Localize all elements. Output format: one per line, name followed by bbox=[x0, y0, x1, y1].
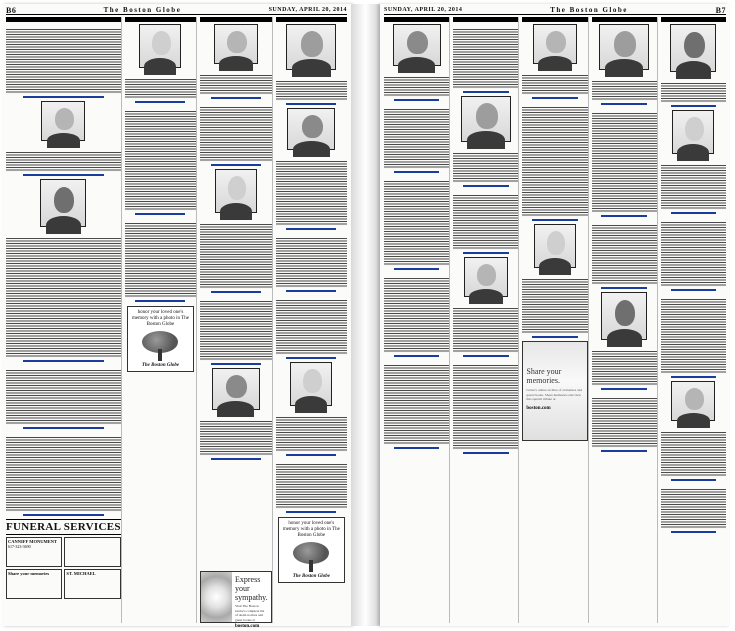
right-masthead: The Boston Globe bbox=[550, 6, 628, 14]
obituary-text-block bbox=[6, 29, 121, 94]
obituary-entry bbox=[6, 365, 121, 429]
obituary-portrait-photo bbox=[214, 24, 258, 64]
tree-illustration bbox=[138, 331, 182, 361]
obituary-text-block bbox=[384, 181, 449, 266]
left-page-date: SUNDAY, APRIL 20, 2014 bbox=[268, 7, 347, 13]
globe-logo: The Boston Globe bbox=[292, 574, 330, 579]
guestbook-link[interactable] bbox=[394, 99, 440, 101]
obituary-text-block bbox=[384, 109, 449, 169]
left-page-columns bbox=[6, 17, 347, 629]
obituary-entry bbox=[592, 108, 657, 217]
obituary-text-block bbox=[276, 417, 347, 452]
guestbook-link[interactable] bbox=[601, 388, 647, 390]
obituary-text-block bbox=[276, 161, 347, 226]
obituary-text-block bbox=[276, 238, 347, 288]
obituary-text-block bbox=[661, 489, 726, 529]
obituary-portrait-photo bbox=[139, 24, 181, 68]
ad-memory-text: honor your loved one's memory with a photo in The Boston Globe bbox=[282, 521, 340, 538]
portrait-face bbox=[546, 31, 565, 53]
portrait-shoulders bbox=[292, 59, 330, 77]
obituary-text-block bbox=[453, 365, 518, 450]
obituary-portrait-photo bbox=[212, 368, 260, 410]
obituary-entry bbox=[276, 295, 347, 359]
guestbook-link[interactable] bbox=[286, 511, 336, 513]
obituary-portrait-photo bbox=[534, 224, 576, 268]
obituary-portrait-photo bbox=[671, 381, 715, 421]
obituary-entry bbox=[453, 360, 518, 454]
guestbook-link[interactable] bbox=[601, 450, 647, 452]
column-header-bar bbox=[592, 17, 657, 22]
portrait-face bbox=[685, 117, 703, 141]
column-header-bar bbox=[453, 17, 518, 22]
obituary-entry bbox=[276, 362, 347, 456]
portrait-shoulders bbox=[217, 401, 254, 417]
guestbook-link[interactable] bbox=[601, 103, 647, 105]
portrait-shoulders bbox=[144, 58, 176, 75]
obituary-entry bbox=[125, 24, 196, 103]
portrait-shoulders bbox=[47, 133, 81, 148]
obituary-entry bbox=[6, 24, 121, 98]
memory-photo-ad[interactable] bbox=[127, 306, 194, 372]
obituary-entry bbox=[453, 190, 518, 254]
obituary-text-block bbox=[384, 77, 449, 97]
obituary-portrait-photo bbox=[670, 24, 716, 72]
portrait-shoulders bbox=[605, 59, 643, 77]
obituary-text-block bbox=[661, 83, 726, 103]
guestbook-link[interactable] bbox=[463, 91, 509, 93]
obituary-portrait-photo bbox=[290, 362, 332, 406]
portrait-shoulders bbox=[219, 56, 253, 71]
portrait-shoulders bbox=[46, 216, 81, 234]
ad-memory-text: honor your loved one's memory with a photo in The Boston Globe bbox=[131, 310, 189, 327]
obituary-text-block bbox=[453, 308, 518, 353]
obituary-text-block bbox=[661, 299, 726, 374]
guestbook-link[interactable] bbox=[532, 336, 578, 338]
sympathy-text: Visit The Boston Globe's complete list of death notices and guest books at bbox=[235, 604, 265, 622]
portrait-face bbox=[303, 369, 321, 393]
obituary-text-block bbox=[661, 222, 726, 287]
portrait-shoulders bbox=[538, 56, 572, 71]
portrait-shoulders bbox=[398, 57, 435, 73]
guestbook-link[interactable] bbox=[463, 185, 509, 187]
portrait-face bbox=[477, 264, 496, 286]
obituary-entry bbox=[592, 393, 657, 452]
column-header-bar bbox=[125, 17, 196, 22]
portrait-face bbox=[228, 176, 246, 200]
portrait-face bbox=[614, 31, 636, 56]
portrait-shoulders bbox=[607, 329, 642, 347]
guestbook-link[interactable] bbox=[23, 174, 103, 176]
guestbook-link[interactable] bbox=[286, 103, 336, 105]
column-header-bar bbox=[6, 17, 121, 22]
obituary-column bbox=[592, 17, 658, 623]
funeral-service-ad[interactable] bbox=[6, 537, 62, 567]
obituary-entry bbox=[276, 233, 347, 292]
obituary-text-block bbox=[200, 75, 271, 95]
tree-trunk bbox=[309, 560, 313, 572]
portrait-shoulders bbox=[293, 141, 330, 157]
obituary-text-block bbox=[200, 301, 271, 361]
guestbook-link[interactable] bbox=[135, 300, 185, 302]
guestbook-link[interactable] bbox=[23, 427, 103, 429]
obituary-text-block bbox=[276, 464, 347, 509]
guestbook-link[interactable] bbox=[671, 531, 717, 533]
globe-logo: The Boston Globe bbox=[141, 363, 180, 368]
page-gutter bbox=[351, 4, 380, 626]
funeral-services-grid bbox=[6, 537, 121, 599]
obituary-portrait-photo bbox=[461, 96, 511, 142]
obituary-portrait-photo bbox=[40, 179, 86, 227]
obituary-column bbox=[276, 17, 347, 623]
obituary-text-block bbox=[661, 165, 726, 210]
portrait-face bbox=[547, 231, 565, 255]
guestbook-link[interactable] bbox=[211, 291, 261, 293]
obituary-portrait-photo bbox=[533, 24, 577, 64]
funeral-services-header: FUNERAL SERVICES bbox=[6, 521, 121, 533]
obituary-text-block bbox=[200, 224, 271, 289]
obituary-column bbox=[453, 17, 519, 623]
obituary-text-block bbox=[276, 300, 347, 355]
obituary-column bbox=[661, 17, 726, 623]
column-header-bar bbox=[522, 17, 587, 22]
portrait-shoulders bbox=[469, 289, 503, 304]
obituary-entry bbox=[276, 108, 347, 230]
obituary-text-block bbox=[661, 432, 726, 477]
funeral-service-ad[interactable] bbox=[64, 537, 120, 567]
guestbook-link[interactable] bbox=[135, 213, 185, 215]
right-page-columns bbox=[384, 17, 726, 623]
portrait-face bbox=[55, 108, 74, 130]
obituary-entry bbox=[592, 220, 657, 289]
obituary-portrait-photo bbox=[41, 101, 85, 141]
obituary-entry bbox=[384, 273, 449, 357]
portrait-shoulders bbox=[220, 203, 252, 220]
obituary-text-block bbox=[200, 421, 271, 456]
guestbook-link[interactable] bbox=[211, 458, 261, 460]
obituary-entry bbox=[661, 381, 726, 481]
portrait-face bbox=[407, 31, 428, 54]
obituary-entry bbox=[384, 176, 449, 270]
guestbook-link[interactable] bbox=[286, 357, 336, 359]
obituary-text-block bbox=[200, 107, 271, 162]
obituary-text-block bbox=[592, 398, 657, 448]
obituary-entry bbox=[592, 24, 657, 105]
share-memories-text: Globe's online archive of obituaries and guest books. Share memories and view this special tribute at bbox=[526, 388, 583, 401]
obituary-entry bbox=[453, 257, 518, 357]
obituary-portrait-photo bbox=[286, 24, 336, 70]
portrait-shoulders bbox=[295, 396, 327, 413]
portrait-shoulders bbox=[677, 413, 711, 428]
obituary-entry bbox=[6, 101, 121, 176]
obituary-text-block bbox=[592, 81, 657, 101]
obituary-entry bbox=[200, 169, 271, 293]
portrait-face bbox=[302, 115, 323, 138]
guestbook-link[interactable] bbox=[671, 212, 717, 214]
sympathy-headline: Express your sympathy. bbox=[235, 575, 268, 602]
memory-photo-ad[interactable] bbox=[278, 517, 345, 583]
obituary-entry bbox=[522, 24, 587, 99]
sympathy-url[interactable]: boston.com bbox=[235, 624, 260, 629]
obituary-text-block bbox=[453, 195, 518, 250]
funeral-ad-title: CANNIFF MONUMENT bbox=[8, 539, 57, 544]
obituary-text-block bbox=[384, 278, 449, 353]
obituary-text-block bbox=[522, 279, 587, 334]
column-header-bar bbox=[661, 17, 726, 22]
obituary-entry bbox=[384, 360, 449, 449]
portrait-face bbox=[615, 300, 635, 326]
obituary-entry bbox=[200, 296, 271, 365]
obituary-text-block bbox=[276, 81, 347, 101]
obituary-entry bbox=[384, 104, 449, 173]
guestbook-link[interactable] bbox=[601, 215, 647, 217]
guestbook-link[interactable] bbox=[23, 514, 103, 516]
obituary-text-block bbox=[6, 238, 121, 358]
guestbook-link[interactable] bbox=[463, 252, 509, 254]
guestbook-link[interactable] bbox=[671, 376, 717, 378]
portrait-shoulders bbox=[539, 258, 571, 275]
obituary-text-block bbox=[6, 370, 121, 425]
guestbook-link[interactable] bbox=[601, 287, 647, 289]
funeral-ad-phone: 617-323-3690 bbox=[8, 544, 31, 549]
guestbook-link[interactable] bbox=[135, 101, 185, 103]
obituary-text-block bbox=[592, 225, 657, 285]
guestbook-link[interactable] bbox=[286, 290, 336, 292]
obituary-column bbox=[384, 17, 450, 623]
obituary-entry bbox=[200, 24, 271, 99]
funeral-ad-title: Share your memories bbox=[8, 571, 50, 576]
obituary-text-block bbox=[6, 152, 121, 172]
obituary-portrait-photo bbox=[215, 169, 257, 213]
obituary-text-block bbox=[453, 153, 518, 183]
guestbook-link[interactable] bbox=[211, 363, 261, 365]
column-header-bar bbox=[276, 17, 347, 22]
obituary-entry bbox=[276, 24, 347, 105]
guestbook-link[interactable] bbox=[671, 289, 717, 291]
obituary-entry bbox=[661, 110, 726, 214]
obituary-portrait-photo bbox=[672, 110, 714, 154]
sympathy-ad-copy bbox=[232, 572, 271, 629]
obituary-portrait-photo bbox=[287, 108, 335, 150]
obituary-entry bbox=[661, 484, 726, 533]
obituary-entry bbox=[200, 102, 271, 166]
obituary-column bbox=[522, 17, 588, 623]
obituary-text-block bbox=[384, 365, 449, 445]
obituary-text-block bbox=[522, 107, 587, 217]
obituary-entry bbox=[276, 459, 347, 513]
right-newspaper-page bbox=[380, 4, 730, 626]
share-memories-ad[interactable] bbox=[522, 341, 587, 441]
obituary-portrait-photo bbox=[601, 292, 647, 340]
portrait-face bbox=[301, 31, 323, 56]
portrait-face bbox=[226, 375, 247, 398]
column-header-bar bbox=[384, 17, 449, 22]
guestbook-link[interactable] bbox=[211, 97, 261, 99]
portrait-shoulders bbox=[677, 144, 709, 161]
obituary-text-block bbox=[6, 437, 121, 512]
obituary-entry bbox=[661, 217, 726, 291]
obituary-text-block bbox=[592, 113, 657, 213]
tree-illustration bbox=[289, 542, 333, 572]
obituary-text-block bbox=[592, 351, 657, 386]
guestbook-link[interactable] bbox=[286, 454, 336, 456]
funeral-service-ad[interactable] bbox=[64, 569, 120, 599]
guestbook-link[interactable] bbox=[394, 268, 440, 270]
guestbook-link[interactable] bbox=[394, 355, 440, 357]
guestbook-link[interactable] bbox=[286, 228, 336, 230]
obituary-text-block bbox=[125, 111, 196, 211]
obituary-entry bbox=[200, 368, 271, 460]
obituary-text-block bbox=[125, 79, 196, 99]
left-masthead: The Boston Globe bbox=[103, 6, 182, 14]
obituary-entry bbox=[6, 432, 121, 516]
left-page-number: B6 bbox=[6, 5, 17, 15]
portrait-face bbox=[476, 103, 498, 128]
guestbook-link[interactable] bbox=[463, 355, 509, 357]
obituary-entry bbox=[661, 294, 726, 378]
portrait-face bbox=[54, 187, 74, 213]
obituary-entry bbox=[592, 292, 657, 390]
obituary-portrait-photo bbox=[393, 24, 441, 66]
funeral-service-ad[interactable] bbox=[6, 569, 62, 599]
guestbook-link[interactable] bbox=[23, 96, 103, 98]
portrait-shoulders bbox=[676, 61, 711, 79]
express-sympathy-ad[interactable] bbox=[200, 571, 271, 629]
guestbook-link[interactable] bbox=[532, 97, 578, 99]
right-page-date: SUNDAY, APRIL 20, 2014 bbox=[384, 7, 463, 13]
obituary-column bbox=[6, 17, 122, 623]
share-memories-url[interactable]: boston.com bbox=[526, 405, 551, 411]
portrait-shoulders bbox=[467, 131, 505, 149]
guestbook-link[interactable] bbox=[532, 219, 578, 221]
obituary-entry bbox=[125, 106, 196, 215]
obituary-portrait-photo bbox=[464, 257, 508, 297]
obituary-text-block bbox=[453, 29, 518, 89]
right-page-number: B7 bbox=[715, 5, 726, 15]
obituary-portrait-photo bbox=[599, 24, 649, 70]
obituary-entry bbox=[522, 102, 587, 221]
right-page-folio bbox=[384, 6, 726, 15]
portrait-face bbox=[684, 32, 704, 58]
rose-image bbox=[201, 572, 232, 622]
guestbook-link[interactable] bbox=[394, 447, 440, 449]
left-newspaper-page bbox=[2, 4, 351, 629]
obituary-entry bbox=[384, 24, 449, 101]
funeral-ad-title: ST. MICHAEL bbox=[66, 571, 96, 576]
guestbook-link[interactable] bbox=[23, 360, 103, 362]
obituary-entry bbox=[453, 96, 518, 187]
obituary-entry bbox=[6, 179, 121, 362]
portrait-face bbox=[152, 31, 170, 55]
share-memories-headline: Share your memories. bbox=[526, 367, 562, 385]
column-header-bar bbox=[200, 17, 271, 22]
obituary-entry bbox=[522, 224, 587, 338]
obituary-column bbox=[125, 17, 197, 623]
obituary-entry bbox=[125, 218, 196, 302]
obituary-entry bbox=[661, 24, 726, 107]
obituary-column bbox=[200, 17, 272, 629]
guestbook-link[interactable] bbox=[671, 479, 717, 481]
obituary-text-block bbox=[125, 223, 196, 298]
obituary-entry bbox=[453, 24, 518, 93]
tree-trunk bbox=[158, 349, 162, 361]
portrait-face bbox=[227, 31, 246, 53]
guestbook-link[interactable] bbox=[671, 105, 717, 107]
guestbook-link[interactable] bbox=[463, 452, 509, 454]
guestbook-link[interactable] bbox=[211, 164, 261, 166]
left-page-folio bbox=[6, 6, 347, 15]
guestbook-link[interactable] bbox=[394, 171, 440, 173]
portrait-face bbox=[685, 388, 704, 410]
obituary-text-block bbox=[522, 75, 587, 95]
